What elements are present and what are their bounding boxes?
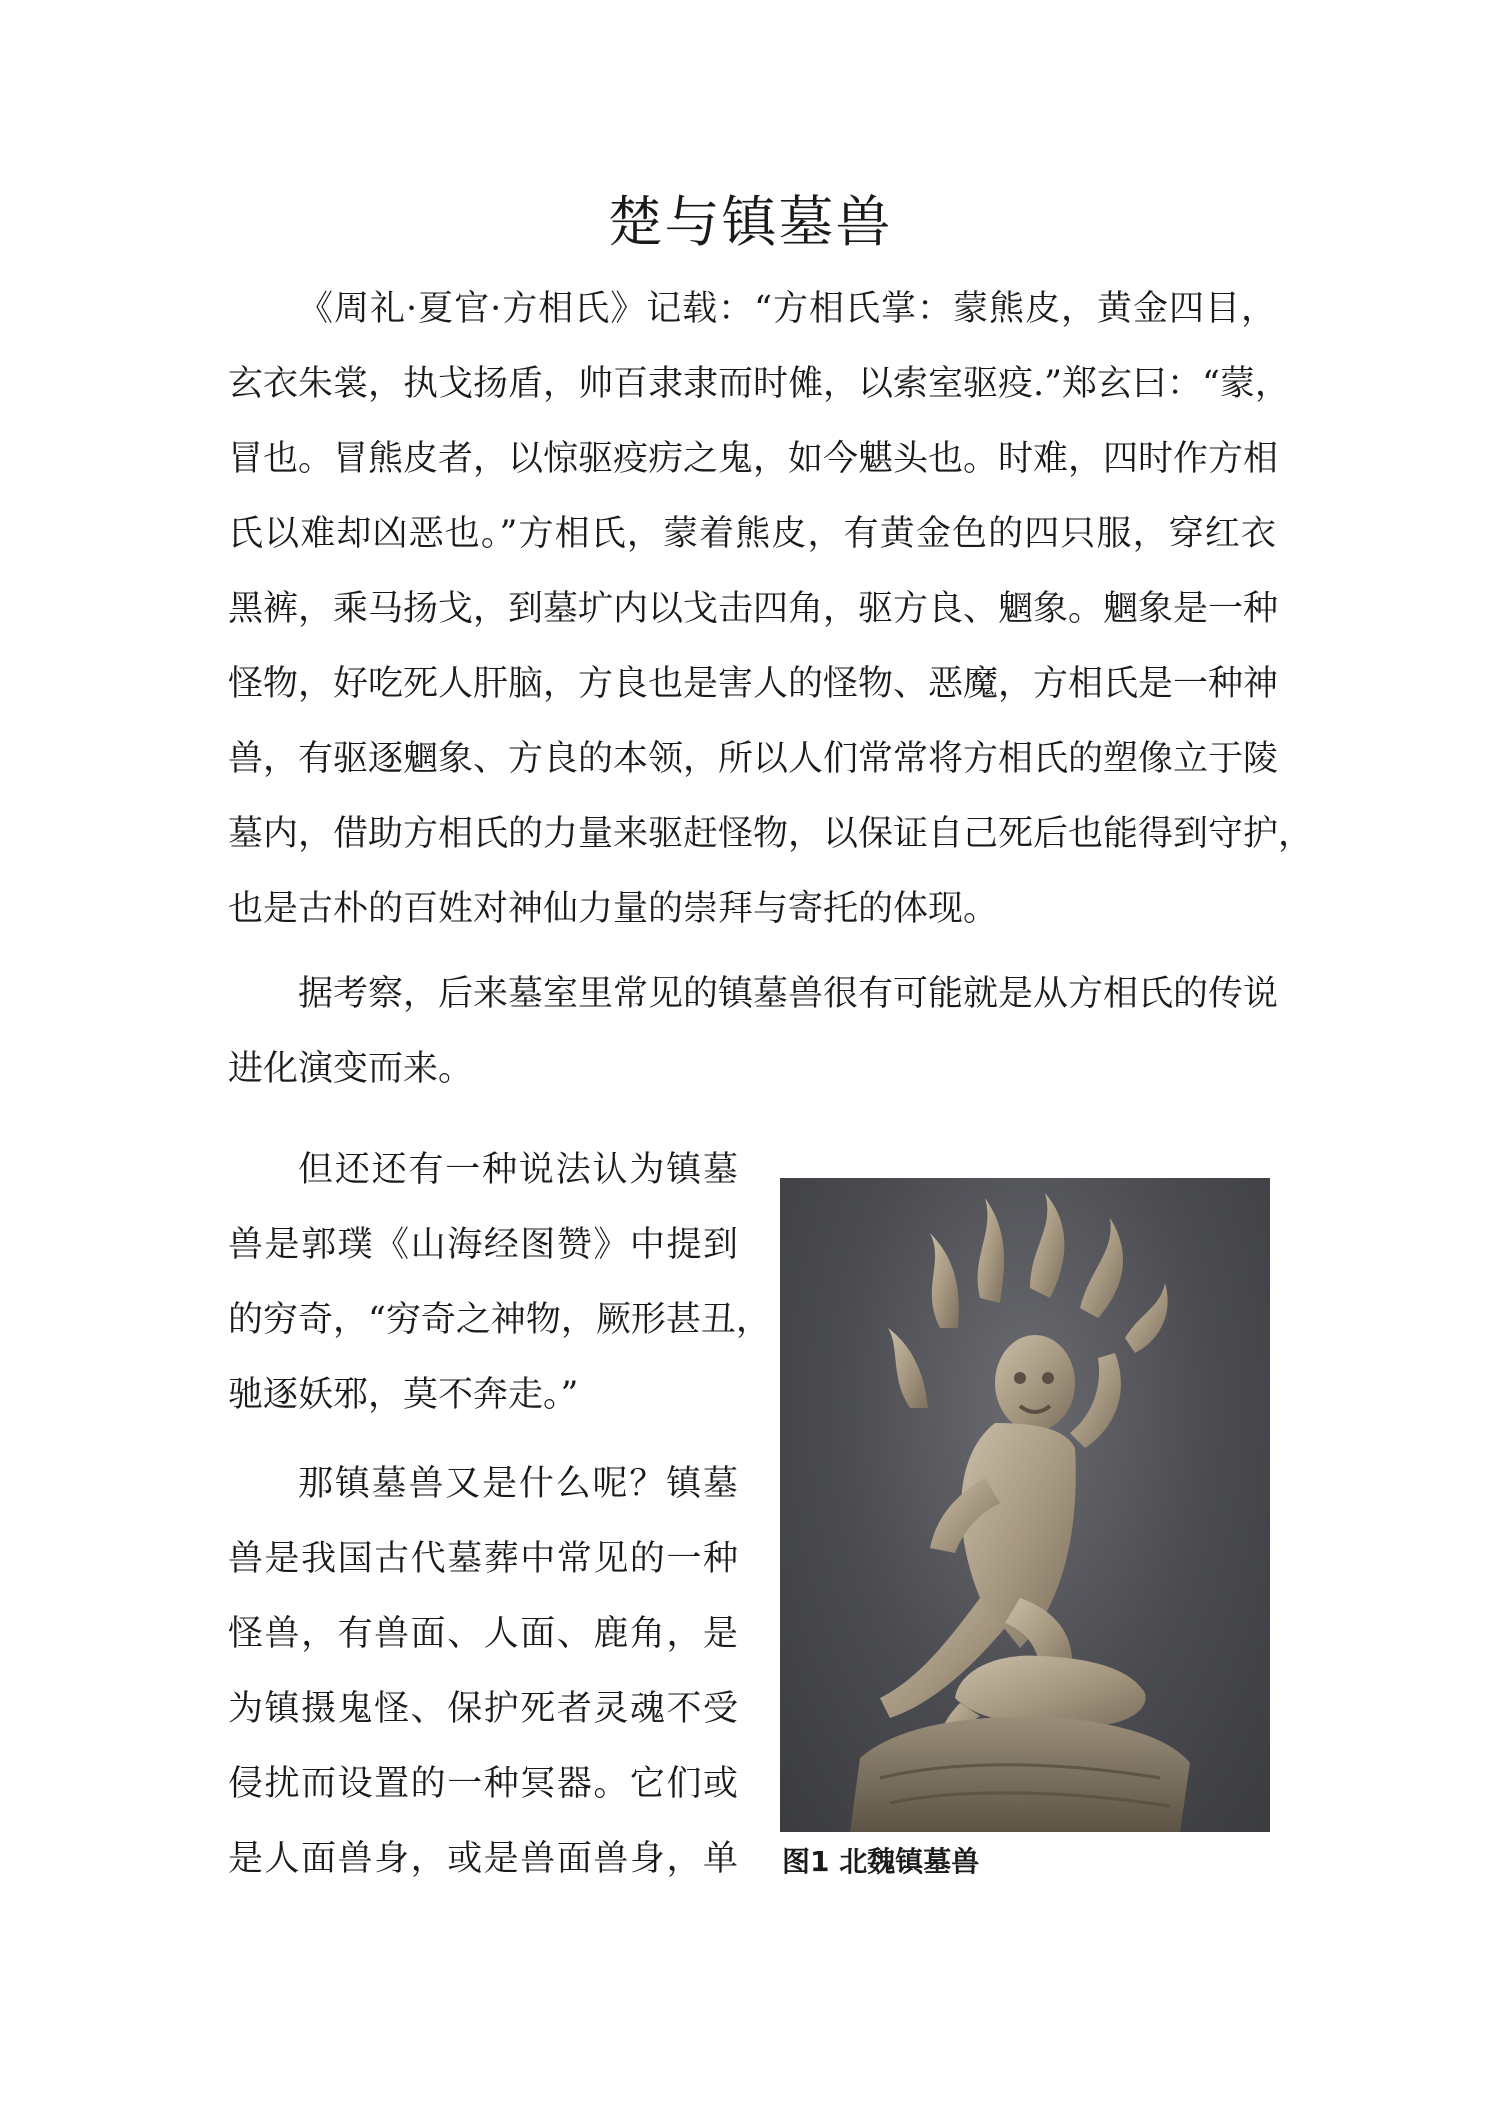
text-line: 的穷奇，“穷奇之神物，厥形甚丑， [228,1300,771,1340]
figure-caption: 图1 北魏镇墓兽 [782,1845,980,1878]
text-line: 驰逐妖邪，莫不奔走。” [228,1375,579,1415]
text-line: 冒也。冒熊皮者，以惊驱疫疠之鬼，如今魌头也。时难，四时作方相 [228,439,1279,479]
paragraph-2 [228,957,1279,1107]
tomb-guardian-figurine-image [780,1178,1270,1832]
text-line: 兽，有驱逐魍象、方良的本领，所以人们常常将方相氏的塑像立于陵 [228,739,1279,779]
text-line: 《周礼·夏官·方相氏》记载：“方相氏掌：蒙熊皮，黄金四目， [298,289,1276,329]
text-line: 进化演变而来。 [228,1049,474,1089]
text-line: 黑裤，乘马扬戈，到墓圹内以戈击四角，驱方良、魍象。魍象是一种 [228,589,1279,629]
paragraph-3 [228,1133,771,1433]
text-line: 也是古朴的百姓对神仙力量的崇拜与寄托的体现。 [228,889,999,929]
paragraph-4 [228,1447,738,1897]
text-line: 怪物，好吃死人肝脑，方良也是害人的怪物、恶魔，方相氏是一种神 [228,664,1279,704]
text-line: 兽是郭璞《山海经图赞》中提到 [228,1225,738,1265]
text-line: 墓内，借助方相氏的力量来驱赶怪物，以保证自己死后也能得到守护， [228,814,1314,854]
text-line: 氏以难却凶恶也。”方相氏，蒙着熊皮，有黄金色的四只服，穿红衣 [228,514,1276,554]
page-title: 楚与镇墓兽 [607,190,893,254]
text-line: 据考察，后来墓室里常见的镇墓兽很有可能就是从方相氏的传说 [298,974,1279,1014]
text-line: 兽是我国古代墓葬中常见的一种 [228,1539,738,1579]
text-line: 怪兽，有兽面、人面、鹿角，是 [228,1614,738,1654]
text-line: 但还还有一种说法认为镇墓 [298,1150,738,1190]
body-text-left-column [228,1133,771,1897]
text-line: 玄衣朱裳，执戈扬盾，帅百隶隶而时傩，以索室驱疫.”郑玄曰：“蒙， [228,364,1290,404]
text-line: 为镇摄鬼怪、保护死者灵魂不受 [228,1689,738,1729]
text-line: 侵扰而设置的一种冥器。它们或 [228,1764,738,1804]
text-line: 是人面兽身，或是兽面兽身，单 [228,1839,738,1879]
body-text-full-width [228,272,1314,1107]
paragraph-1 [228,272,1314,947]
text-line: 那镇墓兽又是什么呢？镇墓 [298,1464,738,1504]
figure-tomb-guardian-photo [780,1178,1270,1832]
